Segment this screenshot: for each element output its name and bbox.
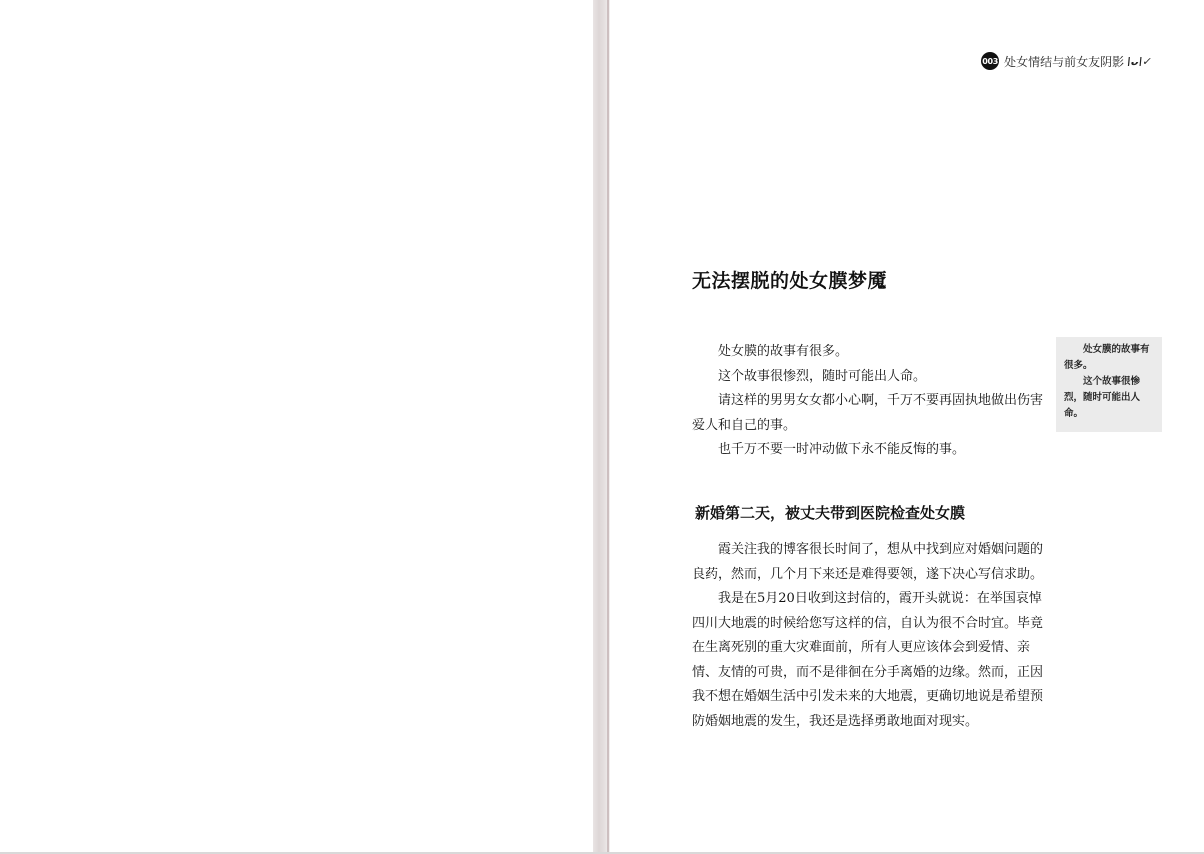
paragraph: 请这样的男男女女都小心啊，千万不要再固执地做出伤害爱人和自己的事。 [692,393,1044,433]
paragraph: 我是在5月20日收到这封信的，霞开头就说：在举国哀悼四川大地震的时候给您写这样的信，自认为很不合时宜。毕竟在生离死别的重大灾难面前，所有人更应该体会到爱情、亲情、友情的可贵，而不是徘徊在分手离婚的边缘。然而，正因我不想在婚姻生活中引发未来的大地震，更确切地说是希望预防婚姻地震的发生，我还是选择勇敢地面对现实。 [692,591,1044,729]
section-text [692,538,1047,734]
right-page [610,0,1204,852]
article-title: 无法摆脱的处女膜梦魇 [692,270,888,292]
left-page [0,0,593,852]
decorative-mark-icon: \ᴗ\✓ [1125,54,1154,68]
sidenote-paragraph: 处女膜的故事有很多。 [1064,344,1150,371]
paragraph: 处女膜的故事有很多。 [718,344,849,359]
section-title: 新婚第二天，被丈夫带到医院检查处女膜 [695,504,966,522]
sidenote-box [1056,337,1162,432]
paragraph: 霞关注我的博客很长时间了，想从中找到应对婚姻问题的良药，然而，几个月下来还是难得要领，遂下决心写信求助。 [692,542,1044,582]
running-header [981,52,1152,70]
paragraph: 这个故事很惨烈，随时可能出人命。 [718,368,927,384]
intro-text [692,340,1047,463]
chapter-title: 处女情结与前女友阴影 [1004,54,1125,69]
page-number-badge: 003 [981,52,999,70]
sidenote-paragraph: 这个故事很惨烈，随时可能出人命。 [1064,376,1141,419]
gutter-edge [607,0,609,852]
paragraph: 也千万不要一时冲动做下永不能反悔的事。 [718,442,966,457]
